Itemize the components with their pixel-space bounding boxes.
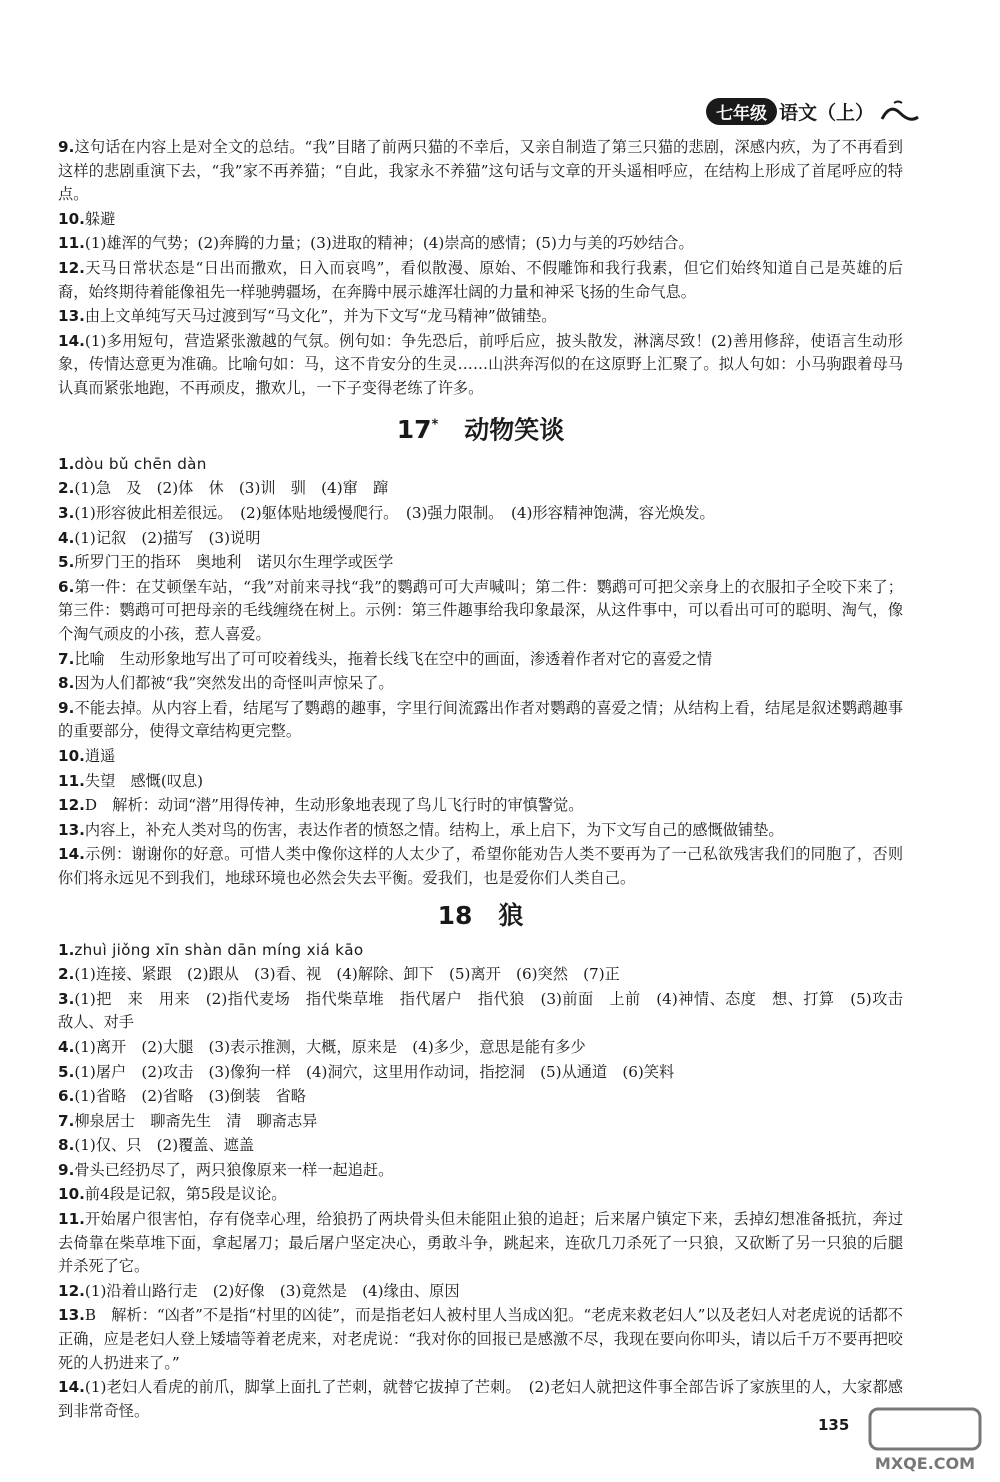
answer-text: (1)沿着山路行走 (2)好像 (3)竟然是 (4)缘由、原因 (84, 1281, 460, 1300)
section-17-answers (58, 453, 903, 891)
answer-item (58, 697, 903, 744)
answer-number: 1. (58, 940, 75, 959)
answer-number: 10. (58, 209, 85, 228)
section-18-title: 18 狼 (437, 900, 524, 930)
answer-item (58, 1280, 903, 1304)
answer-number: 10. (58, 746, 85, 765)
answer-number: 11. (58, 1210, 85, 1229)
answer-text: (1)急 及 (2)体 休 (3)训 驯 (4)窜 蹿 (74, 479, 389, 498)
answer-text: 由上文单纯写天马过渡到写“马文化”，并为下文写“龙马精神”做铺垫。 (84, 307, 557, 326)
answer-text: D 解析：动词“潜”用得传神，生动形象地表现了鸟儿飞行时的审慎警觉。 (84, 796, 584, 815)
answer-text: 因为人们都被“我”突然发出的奇怪叫声惊呆了。 (74, 674, 394, 693)
answer-item (58, 672, 903, 696)
answer-item (58, 1376, 903, 1423)
answer-number: 12. (58, 1281, 85, 1300)
answer-text: (1)屠户 (2)攻击 (3)像狗一样 (4)洞穴，这里用作动词，指挖洞 (5)从通道 (6)笑料 (74, 1062, 675, 1081)
answer-number: 4. (58, 1037, 75, 1056)
answer-item (58, 1134, 903, 1158)
answer-text: 前4段是记叙，第5段是议论。 (84, 1185, 287, 1204)
answer-number: 8. (58, 674, 75, 693)
answer-content (58, 136, 919, 1424)
answer-text: (1)仅、只 (2)覆盖、遮盖 (74, 1136, 255, 1155)
section-18-answers (58, 939, 919, 1424)
answer-number: 5. (58, 1062, 75, 1081)
answer-text: 第一件：在艾顿堡车站，“我”对前来寻找“我”的鹦鹉可可大声喊叫；第二件：鹦鹉可可把父亲身上的衣服扣子全咬下来了；第三件：鹦鹉可可把母亲的毛线缠绕在树上。示例：第三件趣事给我印象最深，从这件事中，可以看出可可的聪明、淘气，像个淘气顽皮的小孩，惹人喜爱。 (58, 577, 903, 644)
answer-item (58, 551, 903, 575)
answer-item (58, 305, 903, 329)
answer-item (58, 770, 903, 794)
answer-text: 失望 感慨(叹息) (84, 771, 204, 790)
answer-item (58, 939, 903, 963)
answer-number: 8. (58, 1136, 75, 1155)
answer-text: 躲避 (84, 209, 116, 228)
answer-item (58, 576, 903, 647)
answer-item (58, 843, 903, 890)
answer-item (58, 648, 903, 672)
answer-number: 14. (58, 845, 85, 864)
answer-number: 2. (58, 479, 75, 498)
watermark-logo (860, 1405, 990, 1475)
grade-badge: 七年级 (706, 98, 777, 125)
answer-number: 9. (58, 1160, 75, 1179)
answer-number: 2. (58, 965, 75, 984)
answer-number: 3. (58, 989, 75, 1008)
answer-number: 12. (58, 258, 85, 277)
answer-number: 11. (58, 771, 85, 790)
answer-number: 13. (58, 1306, 85, 1325)
answer-item (58, 208, 903, 232)
answer-number: 9. (58, 698, 75, 717)
answer-item (58, 745, 903, 769)
section-17-title: 17* 动物笑谈 (396, 414, 565, 444)
answer-item (58, 257, 903, 304)
answer-text: 示例：谢谢你的好意。可惜人类中像你这样的人太少了，希望你能劝告人类不要再为了一己私欲残害我们的同胞了，否则你们将永远见不到我们，地球环境也必然会失去平衡。爱我们，也是爱你们人类自己。 (58, 845, 903, 887)
answer-item (58, 232, 903, 256)
answer-text: 柳泉居士 聊斋先生 清 聊斋志异 (74, 1111, 318, 1130)
answer-text: (1)记叙 (2)描写 (3)说明 (74, 528, 261, 547)
subject-label: 语文（上） (778, 101, 874, 124)
answer-number: 4. (58, 528, 75, 547)
answer-number: 10. (58, 1185, 85, 1204)
answer-text: (1)离开 (2)大腿 (3)表示推测，大概，原来是 (4)多少，意思是能有多少 (74, 1037, 586, 1056)
answer-text: 不能去掉。从内容上看，结尾写了鹦鹉的趣事，字里行间流露出作者对鹦鹉的喜爱之情；从结构上看，结尾是叙述鹦鹉趣事的重要部分，使得文章结构更完整。 (58, 698, 903, 741)
decoration-icon (880, 99, 920, 123)
answer-number: 7. (58, 1111, 75, 1130)
answer-text: (1)连接、紧跟 (2)跟从 (3)看、视 (4)解除、卸下 (5)离开 (6)突然 (7)正 (74, 965, 620, 984)
answer-number: 9. (58, 138, 75, 156)
answer-number: 3. (58, 504, 75, 523)
page-header (706, 96, 920, 126)
answer-item (58, 136, 903, 207)
answer-item (58, 1208, 903, 1279)
answer-item (58, 988, 919, 1035)
answer-item (58, 1110, 903, 1134)
answer-item (58, 502, 903, 526)
answer-number: 13. (58, 820, 85, 839)
answer-item (58, 1304, 903, 1375)
answer-item (58, 794, 903, 818)
answer-text: (1)形容彼此相差很远。 (2)躯体贴地缓慢爬行。 (3)强力限制。 (4)形容精神饱满，容光焕发。 (74, 504, 715, 523)
page-number: 135 (818, 1416, 850, 1434)
answer-text: 所罗门王的指环 奥地利 诺贝尔生理学或医学 (74, 553, 394, 572)
answer-text: (1)雄浑的气势；(2)奔腾的力量；(3)进取的精神；(4)崇高的感情；(5)力与美的巧妙结合。 (84, 234, 694, 253)
answer-item (58, 1183, 903, 1207)
answer-item (58, 963, 903, 987)
answer-number: 14. (58, 1378, 85, 1397)
answer-item (58, 527, 903, 551)
answer-text: 比喻 生动形象地写出了可可咬着线头，拖着长线飞在空中的画面，渗透着作者对它的喜爱之情 (74, 649, 713, 668)
answer-text: zhuì jiǒng xīn shàn dān míng xiá kāo (74, 940, 364, 959)
answer-item (58, 477, 903, 501)
answer-number: 7. (58, 649, 75, 668)
answer-number: 12. (58, 796, 85, 815)
answer-number: 1. (58, 454, 75, 473)
svg-text:MXQE.COM: MXQE.COM (874, 1454, 976, 1473)
answer-text: 天马日常状态是“日出而撒欢，日入而哀鸣”，看似散漫、原始、不假雕饰和我行我素，但它们始终知道自己是英雄的后裔，始终期待着能像祖先一样驰骋疆场，在奔腾中展示雄浑壮阔的力量和神采飞扬的生命气息。 (58, 258, 903, 301)
answer-item (58, 1085, 903, 1109)
answer-text: (1)把 来 用来 (2)指代麦场 指代柴草堆 指代屠户 指代狼 (3)前面 上前 (4)神情、态度 想、打算 (5)攻击 敌人、对手 (58, 989, 919, 1032)
answer-text: dòu bǔ chēn dàn (74, 454, 207, 473)
answer-item (58, 330, 903, 401)
answer-text: 开始屠户很害怕，存有侥幸心理，给狼扔了两块骨头但未能阻止狼的追赶；后来屠户镇定下来，丢掉幻想准备抵抗，奔过去倚靠在柴草堆下面，拿起屠刀；最后屠户坚定决心，勇敢斗争，跳起来，连砍几刀杀死了一只狼，又砍断了另一只狼的后腿并杀死了它。 (58, 1210, 903, 1276)
answer-number: 14. (58, 331, 85, 350)
answer-number: 5. (58, 553, 75, 572)
answer-text: 骨头已经扔尽了，两只狼像原来一样一起追赶。 (74, 1160, 394, 1179)
answer-text: 这句话在内容上是对全文的总结。“我”目睹了前两只猫的不幸后，又亲自制造了第三只猫的悲剧，深感内疚，为了不再看到这样的悲剧重演下去，“我”家不再养猫；“自此，我家永不养猫”这句话与文章的开头遥相呼应，在结构上形成了首尾呼应的特点。 (58, 138, 903, 204)
answer-text: 内容上，补充人类对鸟的伤害，表达作者的愤怒之情。结构上，承上启下，为下文写自己的感慨做铺垫。 (84, 820, 784, 839)
answer-item (58, 819, 903, 843)
section-16-answers (58, 136, 903, 401)
answer-text: B 解析：“凶者”不是指“村里的凶徒”，而是指老妇人被村里人当成凶犯。“老虎来救老妇人”以及老妇人对老虎说的话都不正确，应是老妇人登上矮墙等着老虎来，对老虎说：“我对你的回报已是感激不尽，我现在要向你叩头，请以后千万不要再把咬死的人扔进来了。” (58, 1306, 903, 1372)
answer-item (58, 1036, 903, 1060)
answer-item (58, 1159, 903, 1183)
answer-number: 13. (58, 307, 85, 326)
answer-number: 6. (58, 1087, 75, 1106)
answer-text: 逍遥 (84, 746, 116, 765)
answer-text: (1)省略 (2)省略 (3)倒装 省略 (74, 1087, 306, 1106)
answer-item (58, 1061, 903, 1085)
answer-number: 11. (58, 234, 85, 253)
answer-text: (1)老妇人看虎的前爪，脚掌上面扎了芒刺，就替它拔掉了芒刺。 (2)老妇人就把这件事全部告诉了家族里的人，大家都感到非常奇怪。 (58, 1378, 903, 1420)
answer-text: (1)多用短句，营造紧张激越的气氛。例句如：争先恐后，前呼后应，披头散发，淋漓尽致！(2)善用修辞，使语言生动形象，传情达意更为准确。比喻句如：马，这不肯安分的生灵……山洪奔泻似的在这原野上汇聚了。拟人句如：小马驹跟着母马认真而紧张地跑，不再顽皮，撒欢儿，一下子变得老练了许多。 (58, 331, 903, 397)
answer-number: 6. (58, 577, 75, 596)
answer-item (58, 453, 903, 477)
